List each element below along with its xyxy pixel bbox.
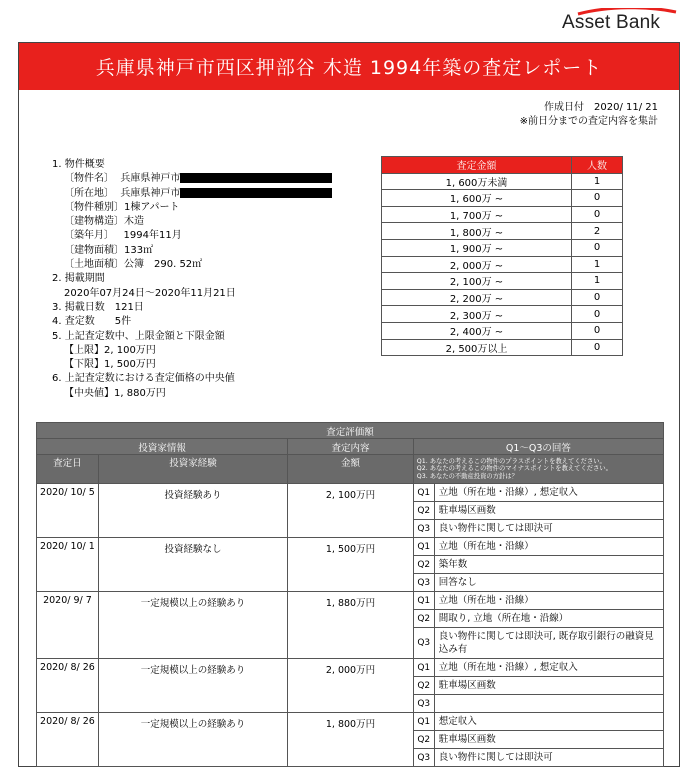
- count-row: [382, 173, 623, 190]
- appraisal-amount: 1, 800万円: [288, 713, 414, 767]
- range-heading: 5. 上記査定数中、上限金額と下限金額: [52, 330, 225, 342]
- count-row: [382, 339, 623, 356]
- answer-text: 良い物件に関しては即決可: [434, 520, 663, 538]
- evaluation-row: [37, 592, 664, 610]
- appraisal-amount: 2, 100万円: [288, 484, 414, 538]
- listing-period-heading: 2. 掲載期間: [52, 273, 105, 285]
- count-row: [382, 256, 623, 273]
- appraisal-date: 2020/ 8/ 26: [37, 713, 99, 767]
- answer-text: [434, 695, 663, 713]
- question-label: Q2: [413, 502, 434, 520]
- property-overview: [52, 158, 372, 401]
- evaluation-title: 査定評価額: [37, 423, 664, 439]
- brand-logo: [548, 8, 688, 38]
- investor-info-header: 投資家情報: [37, 439, 288, 455]
- price-range: 1, 900万 ~: [382, 239, 572, 256]
- question-label: Q1: [413, 592, 434, 610]
- answer-text: 良い物件に関しては即決可, 既存取引銀行の融資見込み有: [434, 628, 663, 659]
- price-header: 査定金額: [382, 157, 572, 174]
- question-label: Q2: [413, 556, 434, 574]
- investor-experience: 一定規模以上の経験あり: [98, 592, 287, 659]
- person-count: 0: [572, 339, 623, 356]
- person-count: 2: [572, 223, 623, 240]
- person-count: 1: [572, 256, 623, 273]
- evaluation-table: [36, 422, 664, 767]
- appraisal-date: 2020/ 9/ 7: [37, 592, 99, 659]
- question-label: Q2: [413, 677, 434, 695]
- median-heading: 6. 上記査定数における査定価格の中央値: [52, 373, 235, 385]
- person-count: 0: [572, 190, 623, 207]
- appraisal-date: 2020/ 10/ 5: [37, 484, 99, 538]
- date-header: 査定日: [37, 455, 99, 484]
- answer-text: 駐車場区画数: [434, 677, 663, 695]
- evaluation-row: [37, 659, 664, 677]
- appraisal-amount: 1, 500万円: [288, 538, 414, 592]
- person-count: 0: [572, 322, 623, 339]
- count-row: [382, 206, 623, 223]
- answer-text: 立地（所在地・沿線）, 想定収入: [434, 484, 663, 502]
- answer-text: 築年数: [434, 556, 663, 574]
- answer-text: 立地（所在地・沿線）: [434, 538, 663, 556]
- count-row: [382, 289, 623, 306]
- person-count: 1: [572, 173, 623, 190]
- lower-limit: 【下限】1, 500万円: [64, 359, 156, 371]
- property-address-row: 〔所在地〕 兵庫県神戸市: [52, 187, 372, 201]
- price-range: 2, 200万 ~: [382, 289, 572, 306]
- price-count-table: [381, 156, 623, 356]
- person-count: 1: [572, 273, 623, 290]
- question-label: Q1: [413, 713, 434, 731]
- property-name-value: 兵庫県神戸市: [120, 173, 181, 185]
- experience-header: 投資家経験: [98, 455, 287, 484]
- appraisal-date: 2020/ 8/ 26: [37, 659, 99, 713]
- created-date: 作成日付 2020/ 11/ 21: [544, 102, 658, 113]
- question-label: Q2: [413, 731, 434, 749]
- listing-period: 2020年07月24日～2020年11月21日: [64, 287, 236, 299]
- redaction-bar: [180, 173, 332, 183]
- redaction-bar: [180, 188, 332, 198]
- answer-text: 間取り, 立地（所在地・沿線）: [434, 610, 663, 628]
- answer-text: 立地（所在地・沿線）: [434, 592, 663, 610]
- question-label: Q2: [413, 610, 434, 628]
- investor-experience: 一定規模以上の経験あり: [98, 659, 287, 713]
- land-area-row: 〔土地面積〕公簿 290. 52㎡: [64, 259, 203, 271]
- price-range: 1, 600万未満: [382, 173, 572, 190]
- questions-text: Q1. あなたの考えるこの物件のプラスポイントを教えてください。 Q2. あなたの考えるこの物件のマイナスポイントを教えてください。 Q3. あなたの不動産投資の方針は？: [413, 455, 663, 484]
- evaluation-row: [37, 538, 664, 556]
- person-count: 0: [572, 239, 623, 256]
- evaluation-row: [37, 484, 664, 502]
- median-value: 【中央値】1, 880万円: [64, 387, 166, 399]
- question-label: Q1: [413, 538, 434, 556]
- count-row: [382, 190, 623, 207]
- brand-name: Asset Bank: [562, 12, 661, 33]
- count-row: [382, 322, 623, 339]
- investor-experience: 一定規模以上の経験あり: [98, 713, 287, 767]
- question-label: Q1: [413, 659, 434, 677]
- listing-days: 3. 掲載日数 121日: [52, 301, 144, 313]
- appraisal-amount: 1, 880万円: [288, 592, 414, 659]
- property-name-row: 〔物件名〕 兵庫県神戸市: [52, 172, 372, 186]
- built-row: 〔築年月〕 1994年11月: [64, 230, 182, 242]
- report-title: 兵庫県神戸市西区押部谷 木造 1994年築の査定レポート: [19, 43, 679, 90]
- question-label: Q3: [413, 628, 434, 659]
- qa-header: Q1～Q3の回答: [413, 439, 663, 455]
- person-count: 0: [572, 289, 623, 306]
- evaluation-row: [37, 713, 664, 731]
- question-label: Q3: [413, 520, 434, 538]
- answer-text: 良い物件に関しては即決可: [434, 749, 663, 767]
- property-address-value: 兵庫県神戸市: [120, 187, 181, 199]
- answer-text: 立地（所在地・沿線）, 想定収入: [434, 659, 663, 677]
- price-range: 2, 500万以上: [382, 339, 572, 356]
- question-label: Q3: [413, 749, 434, 767]
- price-range: 1, 800万 ~: [382, 223, 572, 240]
- structure-row: 〔建物構造〕木造: [64, 216, 144, 228]
- investor-experience: 投資経験あり: [98, 484, 287, 538]
- aggregation-note: ※前日分までの査定内容を集計: [519, 116, 658, 127]
- property-type-row: 〔物件種別〕1棟アパート: [64, 201, 180, 213]
- person-count: 0: [572, 306, 623, 323]
- person-count: 0: [572, 206, 623, 223]
- question-label: Q3: [413, 695, 434, 713]
- amount-header: 金額: [288, 455, 414, 484]
- question-label: Q1: [413, 484, 434, 502]
- investor-experience: 投資経験なし: [98, 538, 287, 592]
- upper-limit: 【上限】2, 100万円: [64, 344, 156, 356]
- count-row: [382, 273, 623, 290]
- price-range: 2, 400万 ~: [382, 322, 572, 339]
- overview-heading: 1. 物件概要: [52, 159, 105, 170]
- content-header: 査定内容: [288, 439, 414, 455]
- count-row: [382, 306, 623, 323]
- price-range: 1, 700万 ~: [382, 206, 572, 223]
- answer-text: 想定収入: [434, 713, 663, 731]
- price-range: 2, 100万 ~: [382, 273, 572, 290]
- price-range: 2, 300万 ~: [382, 306, 572, 323]
- question-label: Q3: [413, 574, 434, 592]
- building-area-row: 〔建物面積〕133㎡: [64, 244, 154, 256]
- appraisal-date: 2020/ 10/ 1: [37, 538, 99, 592]
- price-range: 1, 600万 ~: [382, 190, 572, 207]
- appraisal-count: 4. 査定数 5件: [52, 316, 132, 328]
- count-header: 人数: [572, 157, 623, 174]
- answer-text: 駐車場区画数: [434, 731, 663, 749]
- answer-text: 駐車場区画数: [434, 502, 663, 520]
- price-range: 2, 000万 ~: [382, 256, 572, 273]
- count-row: [382, 223, 623, 240]
- count-row: [382, 239, 623, 256]
- appraisal-amount: 2, 000万円: [288, 659, 414, 713]
- answer-text: 回答なし: [434, 574, 663, 592]
